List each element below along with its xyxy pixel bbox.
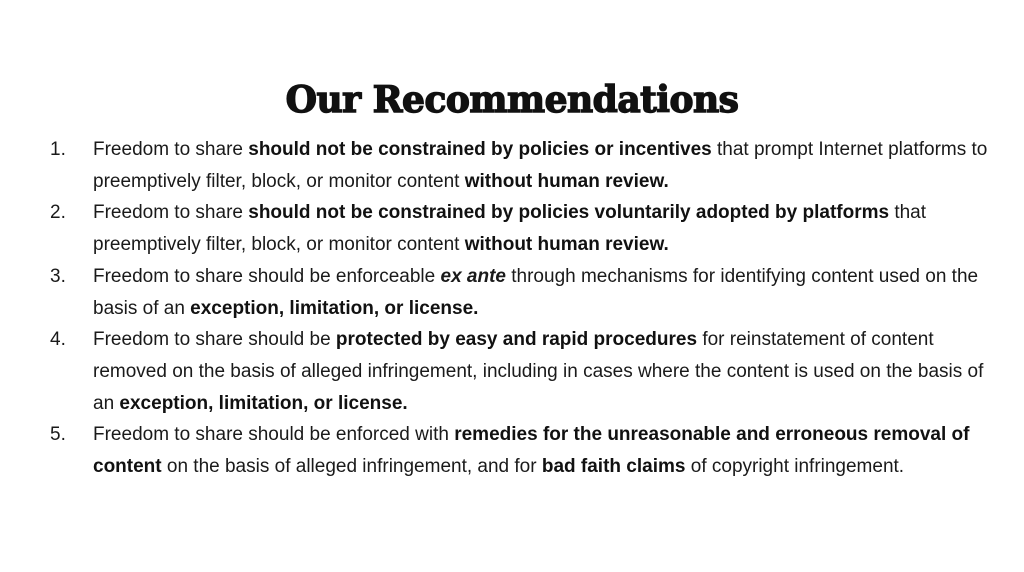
emphasis-text: bad faith claims <box>541 456 686 478</box>
text-segment: that preemptively filter, block, or monitor content <box>93 202 927 256</box>
recommendation-item-4 <box>48 324 988 419</box>
emphasis-text: exception, limitation, or license. <box>190 297 479 319</box>
list-number: 4. <box>50 329 66 351</box>
recommendation-item-2 <box>48 197 988 260</box>
emphasis-text: without human review. <box>464 170 669 192</box>
emphasis-text: without human review. <box>464 234 669 256</box>
recommendations-list <box>48 134 988 483</box>
text-segment: Freedom to share <box>93 202 249 224</box>
emphasis-text: should not be constrained by policies voluntarily adopted by platforms <box>248 202 890 224</box>
list-number: 5. <box>50 424 66 446</box>
text-segment: Freedom to share should be <box>93 329 336 351</box>
recommendation-item-1 <box>48 134 988 197</box>
recommendation-item-5 <box>48 419 988 482</box>
text-segment: for reinstatement of content removed on the basis of alleged infringement, including in cases where the content is used on the basis of an <box>93 329 984 414</box>
text-segment: that prompt Internet platforms to preemptively filter, block, or monitor content <box>93 139 988 192</box>
recommendation-item-3 <box>48 261 988 324</box>
emphasis-text: protected by easy and rapid procedures <box>335 329 698 351</box>
emphasis-text: should not be constrained by policies or incentives <box>248 139 712 160</box>
emphasis-italic-text: ex ante <box>440 265 506 287</box>
emphasis-text: exception, limitation, or license. <box>119 392 408 414</box>
text-segment: Freedom to share <box>93 139 249 160</box>
slide-title: Our Recommendations <box>285 79 739 122</box>
text-segment: Freedom to share should be enforced with <box>93 424 455 446</box>
text-segment: of copyright infringement. <box>685 456 905 478</box>
list-number: 3. <box>50 265 66 287</box>
text-segment: on the basis of alleged infringement, and for <box>161 456 542 478</box>
list-number: 1. <box>50 139 66 160</box>
text-segment: through mechanisms for identifying content used on the basis of an <box>93 265 979 319</box>
list-number: 2. <box>50 202 66 224</box>
emphasis-text: remedies for the unreasonable and erroneous removal of content <box>93 424 970 478</box>
text-segment: Freedom to share should be enforceable <box>93 265 441 287</box>
